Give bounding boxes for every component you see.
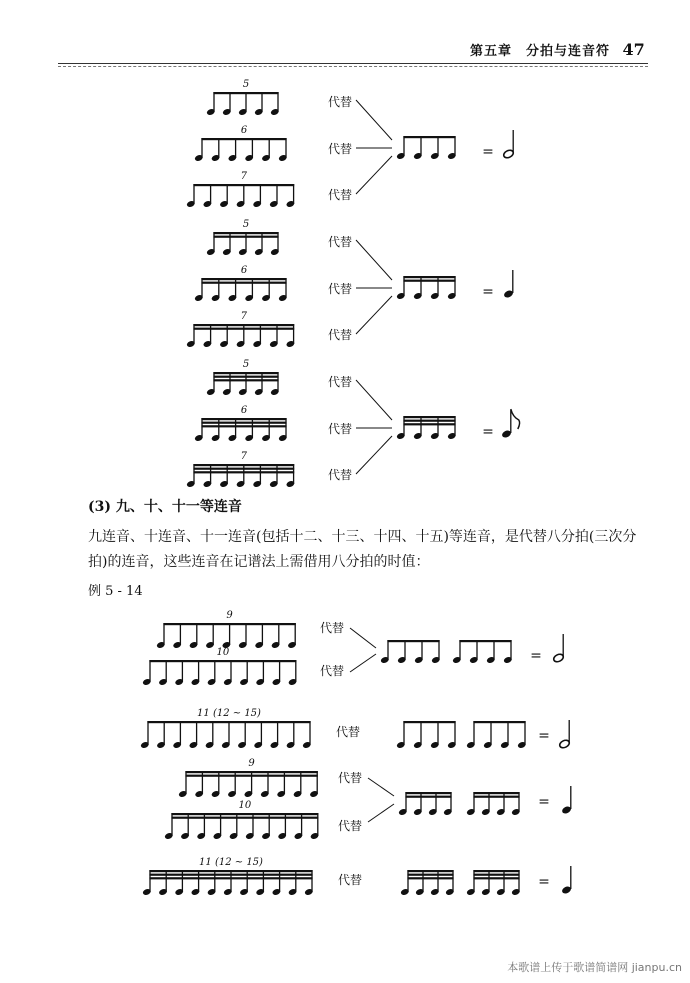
- note-beam: [403, 420, 455, 422]
- note-beam: [407, 874, 453, 876]
- equals-sign: =: [538, 728, 550, 744]
- note-beam: [213, 232, 278, 234]
- note-beam: [201, 282, 286, 284]
- equals-sign: =: [482, 284, 494, 300]
- note-beam: [171, 813, 318, 815]
- note-beam: [405, 792, 451, 794]
- equals-sign: =: [538, 794, 550, 810]
- connector-line: [356, 296, 392, 334]
- note-beam: [201, 418, 286, 420]
- note-beam: [473, 874, 519, 876]
- note-beam: [473, 870, 519, 872]
- connector-line: [368, 804, 394, 822]
- connector-line: [368, 778, 394, 796]
- note-beam: [147, 721, 310, 723]
- note-beam: [473, 796, 519, 798]
- section-heading: (3) 九、十、十一等连音: [88, 499, 242, 515]
- note-beam: [201, 138, 286, 140]
- note-beam: [193, 324, 294, 326]
- note-beam: [473, 877, 519, 879]
- tuplet-number: 6: [240, 405, 248, 416]
- connector-line: [350, 628, 376, 648]
- substitute-label: 代替: [337, 819, 363, 833]
- note-beam: [149, 877, 312, 879]
- tuplet-number: 7: [240, 311, 247, 322]
- substitute-label: 代替: [335, 725, 361, 739]
- note-beam: [407, 870, 453, 872]
- connector-line: [356, 100, 392, 140]
- note-beam: [149, 660, 296, 662]
- note-beam: [213, 236, 278, 238]
- substitute-label: 代替: [327, 328, 353, 342]
- note-beam: [213, 379, 278, 381]
- note-beam: [213, 372, 278, 374]
- connector-line: [356, 436, 392, 474]
- note-beam: [171, 817, 318, 819]
- substitute-label: 代替: [327, 95, 353, 109]
- substitute-label: 代替: [327, 422, 353, 436]
- tuplet-number: 6: [240, 265, 248, 276]
- substitute-label: 代替: [319, 664, 345, 678]
- tuplet-number: 7: [240, 171, 247, 182]
- equals-sign: =: [482, 144, 494, 160]
- tuplet-number: 11 (12 ~ 15): [199, 857, 263, 868]
- substitute-label: 代替: [327, 188, 353, 202]
- note-beam: [193, 471, 294, 473]
- note-beam: [403, 276, 455, 278]
- substitute-label: 代替: [327, 142, 353, 156]
- equals-sign: =: [538, 874, 550, 890]
- note-beam: [149, 874, 312, 876]
- note-beam: [193, 328, 294, 330]
- connector-line: [350, 654, 376, 672]
- note-beam: [193, 468, 294, 470]
- note-beam: [149, 870, 312, 872]
- tuplet-number: 5: [242, 359, 250, 370]
- tuplet-number: 10: [238, 800, 252, 811]
- substitute-label: 代替: [327, 375, 353, 389]
- page-number: 47: [622, 40, 645, 59]
- note-beam: [185, 775, 317, 777]
- note-beam: [403, 136, 455, 138]
- tuplet-number: 9: [226, 610, 233, 621]
- note-beam: [185, 771, 317, 773]
- note-beam: [193, 184, 294, 186]
- tuplet-number: 11 (12 ~ 15): [197, 708, 261, 719]
- tuplet-number: 7: [240, 451, 247, 462]
- connector-line: [356, 156, 392, 194]
- substitute-label: 代替: [327, 282, 353, 296]
- body-paragraph: 九连音、十连音、十一连音(包括十二、十三、十四、十五)等连音，是代替八分拍(三次分拍)的连音，这些连音在记谱法上需借用八分拍的时值：: [88, 529, 637, 570]
- note-beam: [213, 92, 278, 94]
- note-beam: [387, 640, 439, 642]
- note-beam: [403, 280, 455, 282]
- note-beam: [403, 416, 455, 418]
- substitute-label: 代替: [337, 873, 363, 887]
- note-beam: [403, 721, 455, 723]
- note-beam: [163, 623, 295, 625]
- note-beam: [201, 278, 286, 280]
- note-beam: [213, 376, 278, 378]
- note-flag: [511, 409, 520, 429]
- substitute-label: 代替: [337, 771, 363, 785]
- note-beam: [201, 422, 286, 424]
- example-label: 例 5 - 14: [88, 584, 143, 599]
- tuplet-number: 5: [242, 79, 250, 90]
- tuplet-number: 10: [216, 647, 230, 658]
- chapter-title: 第五章 分拍与连音符: [470, 44, 611, 59]
- note-beam: [407, 877, 453, 879]
- note-beam: [473, 792, 519, 794]
- note-beam: [459, 640, 511, 642]
- equals-sign: =: [482, 424, 494, 440]
- note-beam: [193, 464, 294, 466]
- watermark-footer: 本歌谱上传于歌谱简谱网 jianpu.cn: [507, 961, 682, 974]
- connector-line: [356, 380, 392, 420]
- note-beam: [473, 721, 525, 723]
- note-beam: [403, 423, 455, 425]
- connector-line: [356, 240, 392, 280]
- substitute-label: 代替: [319, 621, 345, 635]
- substitute-label: 代替: [327, 468, 353, 482]
- note-beam: [405, 796, 451, 798]
- substitute-label: 代替: [327, 235, 353, 249]
- note-beam: [201, 425, 286, 427]
- tuplet-number: 5: [242, 219, 250, 230]
- equals-sign: =: [530, 648, 542, 664]
- tuplet-number: 6: [240, 125, 248, 136]
- tuplet-number: 9: [248, 758, 255, 769]
